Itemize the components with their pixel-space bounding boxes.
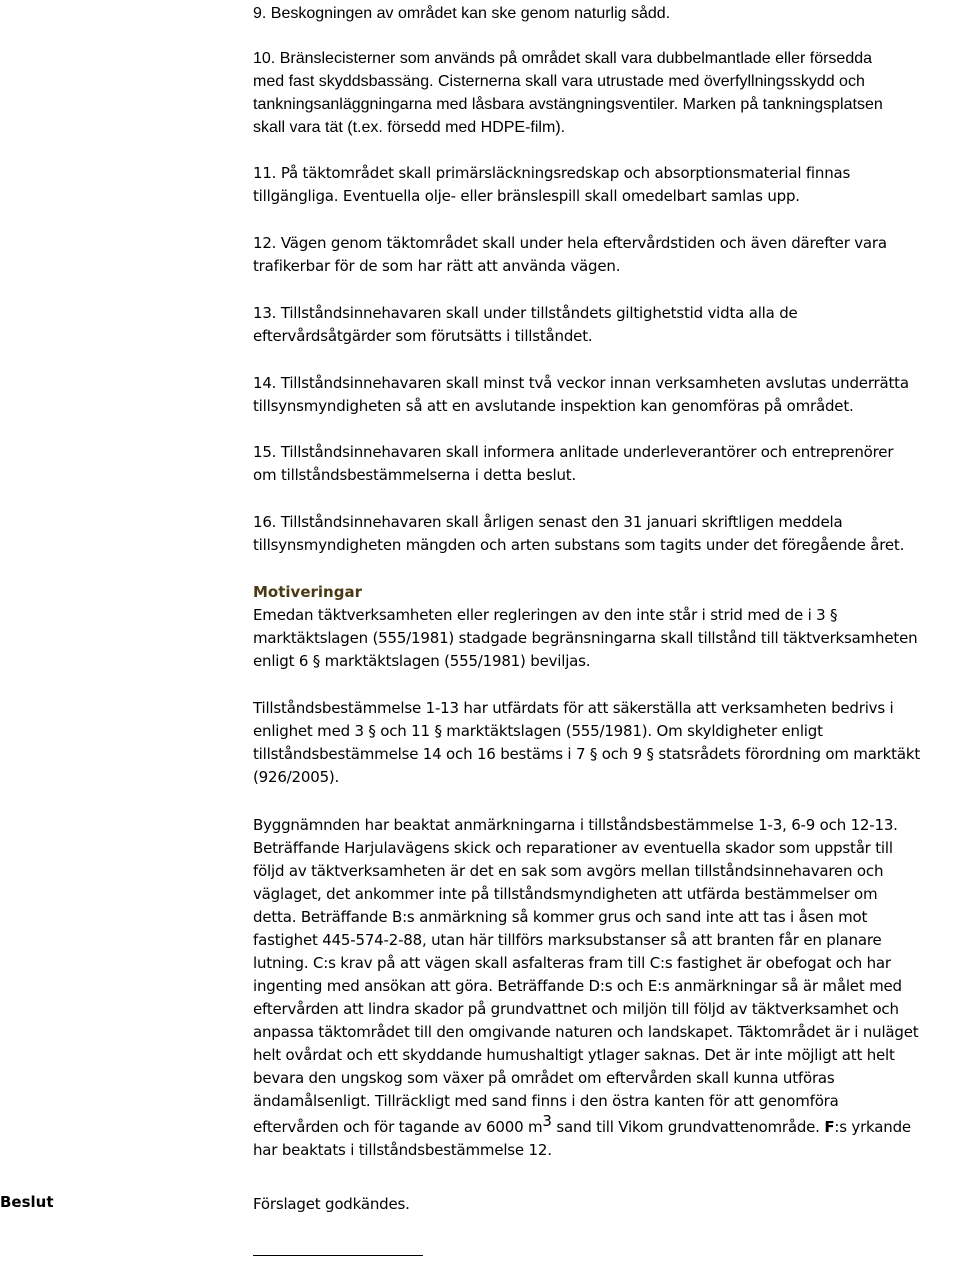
motiveringar-section	[253, 581, 960, 673]
condition-item-12	[253, 232, 960, 278]
text-line: eftervårdsåtgärder som förutsätts i tillståndet.	[253, 327, 593, 345]
text-line: Emedan täktverksamheten eller regleringen av den inte står i strid med de i 3 §	[253, 606, 838, 624]
text-line: skall vara tät (t.ex. försedd med HDPE-film).	[253, 119, 566, 136]
text-line: anpassa täktområdet till den omgivande naturen och landskapet. Täktområdet är i nuläget	[253, 1023, 919, 1041]
text-line: detta. Beträffande B:s anmärkning så kommer grus och sand inte att tas i åsen mot	[253, 908, 868, 926]
condition-item-13	[253, 302, 960, 348]
motiveringar-paragraph-3	[253, 814, 960, 1162]
beslut-text-block	[253, 1193, 960, 1216]
condition-item-16	[253, 511, 960, 557]
condition-item-11	[253, 162, 960, 208]
text-line: har beaktats i tillståndsbestämmelse 12.	[253, 1141, 552, 1159]
text-line: 11. På täktområdet skall primärsläckningsredskap och absorptionsmaterial finnas	[253, 164, 851, 182]
beslut-label: Beslut	[0, 1193, 54, 1211]
text-line: ingenting med ansökan att göra. Beträffande D:s och E:s anmärkningar så är målet med	[253, 977, 902, 995]
condition-item-15	[253, 441, 960, 487]
text-line: fastighet 445-574-2-88, utan här tillförs marksubstanser så att branten får en planare	[253, 931, 882, 949]
text-line: enligt 6 § marktäktslagen (555/1981) beviljas.	[253, 652, 591, 670]
text-line: med fast skyddsbassäng. Cisternerna skall vara utrustade med överfyllningsskydd och	[253, 73, 865, 90]
text-line: 12. Vägen genom täktområdet skall under hela eftervårdstiden och även därefter vara	[253, 234, 887, 252]
motiveringar-paragraph-2	[253, 697, 960, 789]
text-run: sand till Vikom grundvattenområde.	[551, 1118, 825, 1136]
condition-item-10	[253, 47, 960, 139]
text-line: 9. Beskogningen av området kan ske genom naturlig sådd.	[253, 5, 671, 22]
text-line: (926/2005).	[253, 768, 340, 786]
text-line: Byggnämnden har beaktat anmärkningarna i tillståndsbestämmelse 1-3, 6-9 och 12-13.	[253, 816, 898, 834]
text-line: 10. Bränslecisterner som används på området skall vara dubbelmantlade eller försedda	[253, 50, 873, 67]
text-line: 16. Tillståndsinnehavaren skall årligen senast den 31 januari skriftligen meddela	[253, 513, 843, 531]
text-line: 15. Tillståndsinnehavaren skall informera anlitade underleverantörer och entreprenörer	[253, 443, 894, 461]
text-line: om tillståndsbestämmelserna i detta beslut.	[253, 466, 577, 484]
condition-item-14	[253, 372, 960, 418]
text-line: tillsynsmyndigheten så att en avslutande inspektion kan genomföras på området.	[253, 397, 854, 415]
text-run: :s yrkande	[834, 1118, 911, 1136]
text-line: följd av täktverksamheten är det en sak som avgörs mellan tillståndsinnehavaren och	[253, 862, 884, 880]
superscript: 3	[542, 1112, 552, 1130]
section-heading: Motiveringar	[253, 583, 362, 601]
text-line: trafikerbar för de som har rätt att använda vägen.	[253, 257, 621, 275]
text-run: eftervården och för tagande av 6000 m	[253, 1118, 543, 1136]
text-line: 13. Tillståndsinnehavaren skall under tillståndets giltighetstid vidta alla de	[253, 304, 798, 322]
beslut-text: Förslaget godkändes.	[253, 1195, 410, 1213]
text-line: marktäktslagen (555/1981) stadgade begränsningarna skall tillstånd till täktverksamheten	[253, 629, 918, 647]
text-line: eftervården att lindra skador på grundvattnet och miljön till följd av täktverksamhet och	[253, 1000, 899, 1018]
text-line: tillståndsbestämmelse 14 och 16 bestäms i 7 § och 9 § statsrådets förordning om marktäkt	[253, 745, 921, 763]
text-line: väglaget, det ankommer inte på tillståndsmyndigheten att utfärda bestämmelser om	[253, 885, 878, 903]
text-line: bevara den ungskog som växer på området om eftervården skall kunna utföras	[253, 1069, 835, 1087]
text-line: tillsynsmyndigheten mängden och arten substans som tagits under det föregående året.	[253, 536, 905, 554]
text-line: enlighet med 3 § och 11 § marktäktslagen (555/1981). Om skyldigheter enligt	[253, 722, 823, 740]
text-line-with-superscript	[253, 1112, 960, 1139]
text-line: ändamålsenligt. Tillräckligt med sand finns i den östra kanten för att genomföra	[253, 1092, 839, 1110]
text-line: tillgängliga. Eventuella olje- eller bränslespill skall omedelbart samlas upp.	[253, 187, 800, 205]
text-line: tankningsanläggningarna med låsbara avstängningsventiler. Marken på tankningsplatsen	[253, 96, 883, 113]
text-line: Tillståndsbestämmelse 1-13 har utfärdats för att säkerställa att verksamheten bedrivs i	[253, 699, 894, 717]
text-line: 14. Tillståndsinnehavaren skall minst två veckor innan verksamheten avslutas underrätta	[253, 374, 909, 392]
text-line: lutning. C:s krav på att vägen skall asfalteras fram till C:s fastighet är obefogat och har	[253, 954, 891, 972]
bold-run: F	[824, 1118, 835, 1136]
text-line: Beträffande Harjulavägens skick och reparationer av eventuella skador som uppstår till	[253, 839, 893, 857]
signature-rule	[253, 1255, 423, 1256]
text-line: helt ovårdat och ett skyddande humushaltigt ytlager saknas. Det är inte möjligt att helt	[253, 1046, 895, 1064]
condition-item-9	[253, 2, 960, 25]
